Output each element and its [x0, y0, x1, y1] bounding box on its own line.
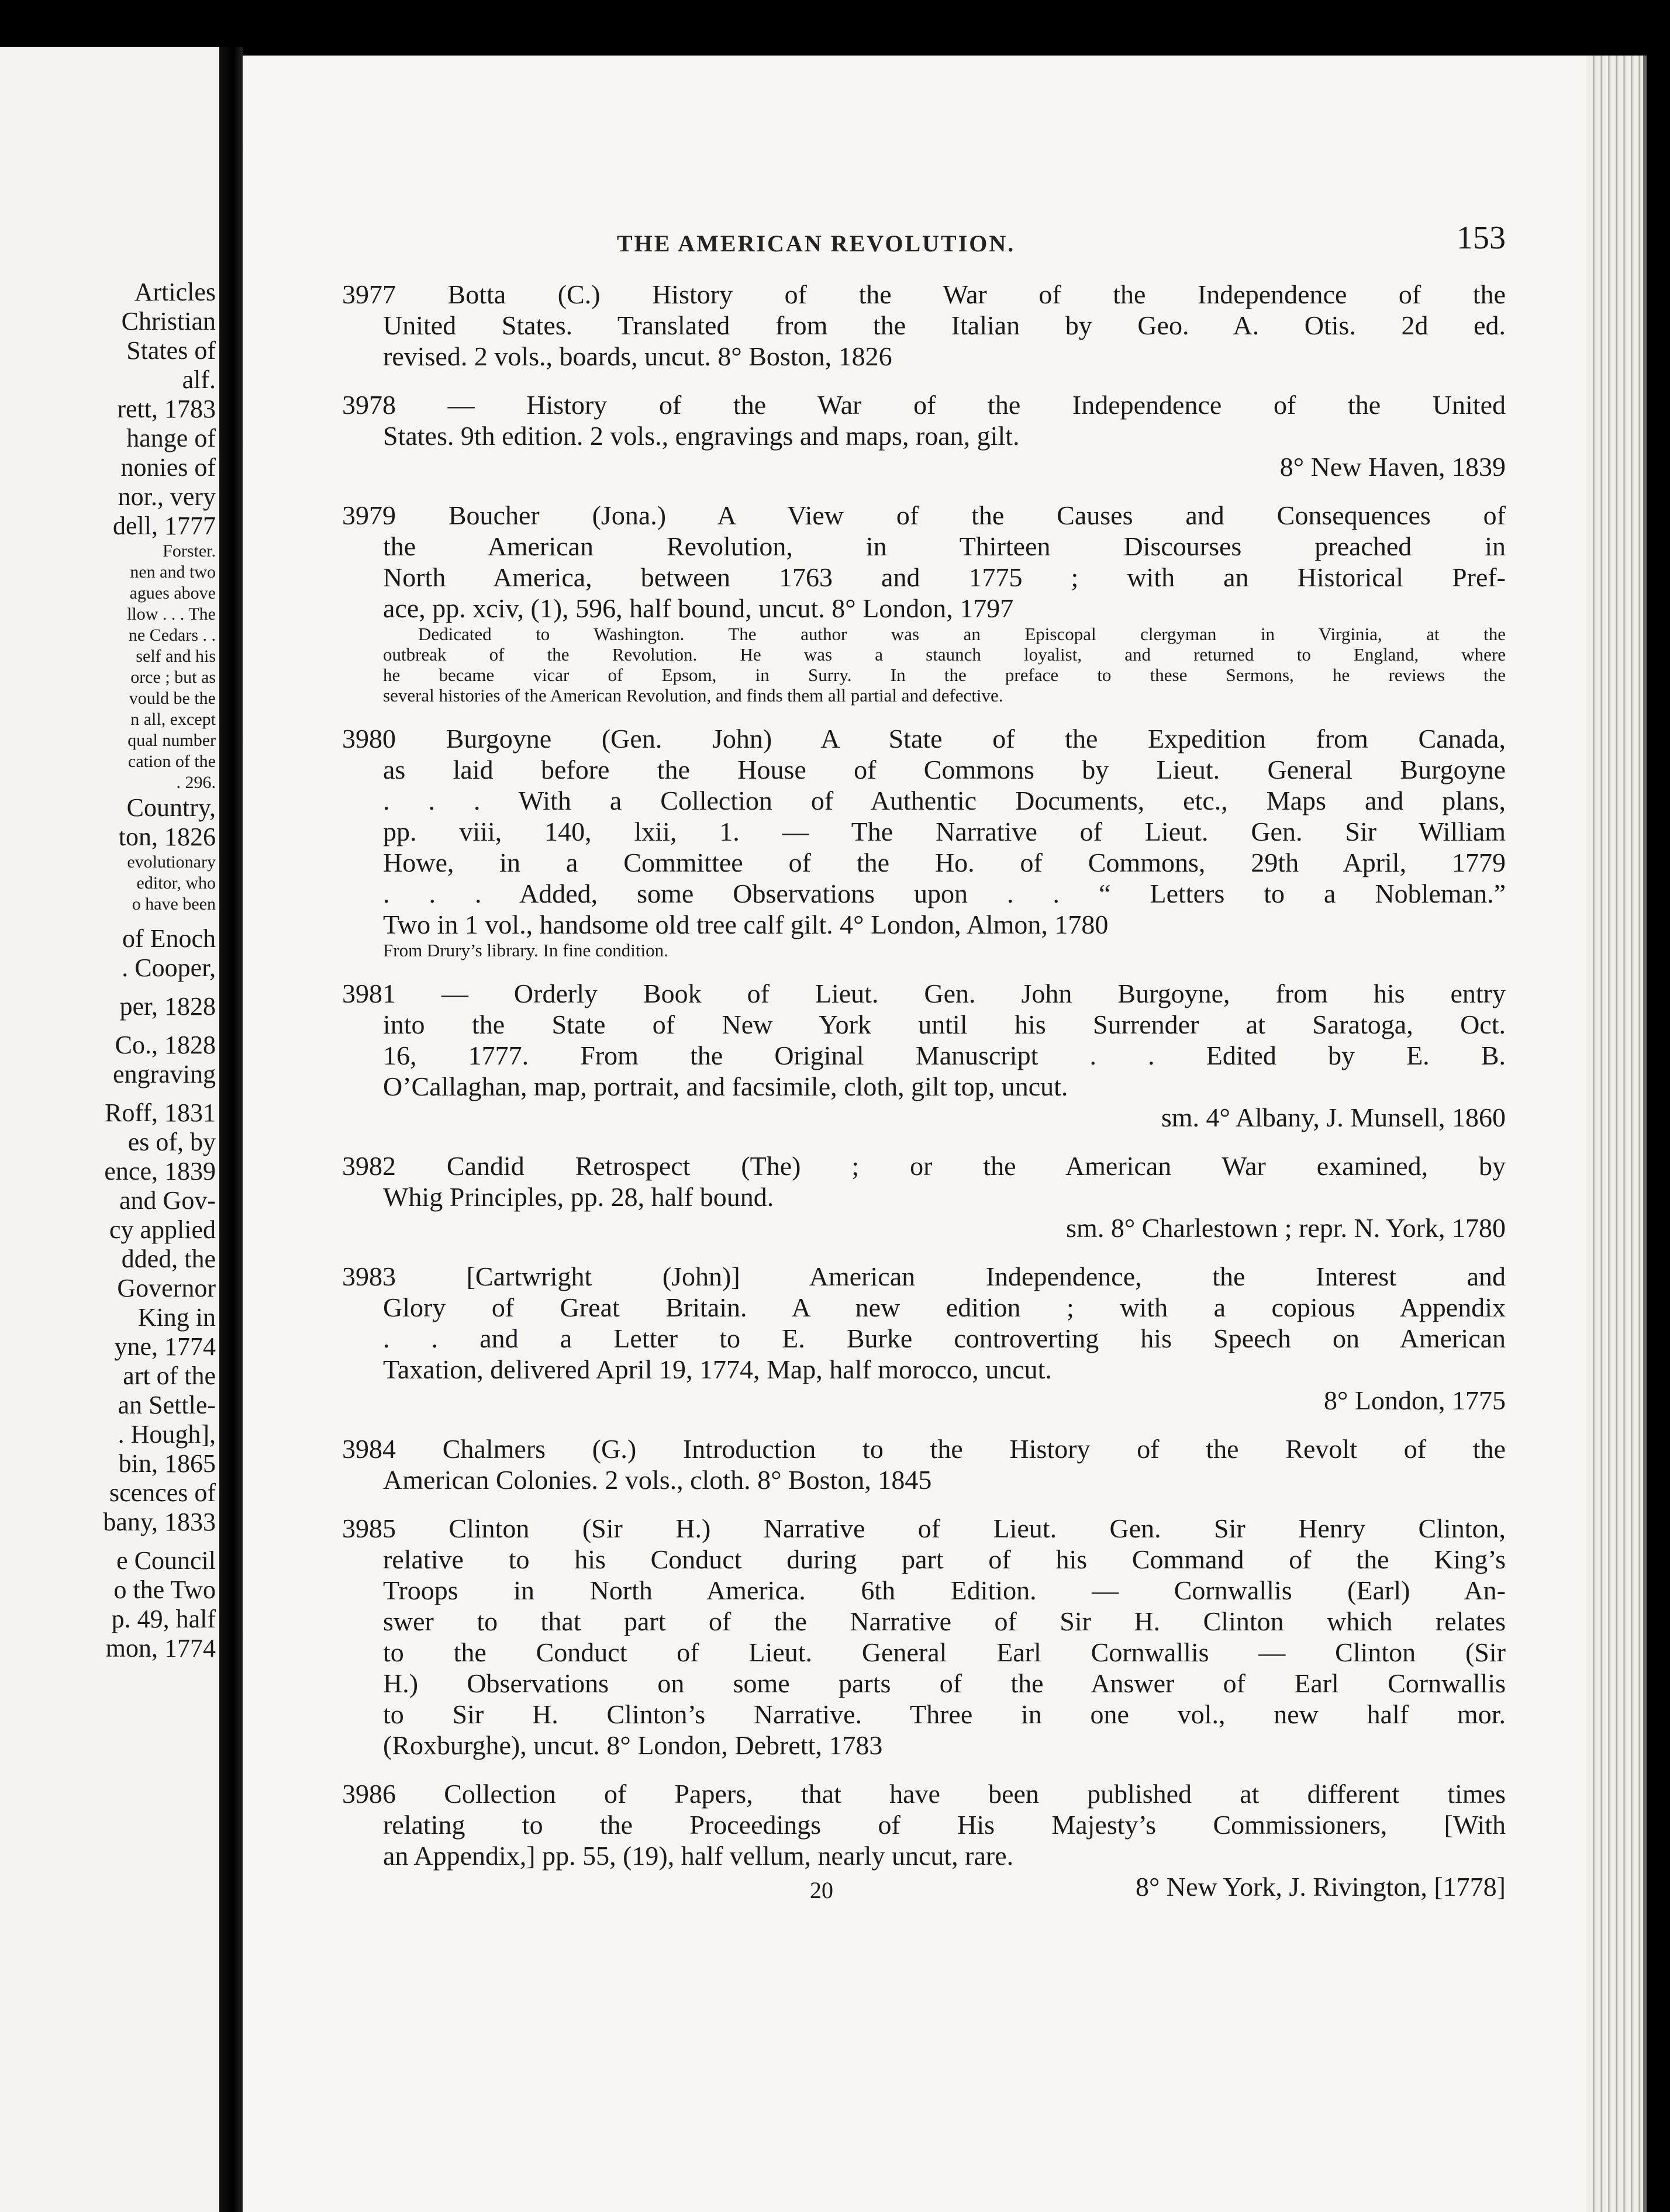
- running-head: [342, 219, 1506, 272]
- entry-line: to the Conduct of Lieut. General Earl Cornwallis — Clinton (Sir: [383, 1637, 1506, 1667]
- left-page-line: ne Cedars . .: [128, 625, 216, 645]
- entry-line: 3983 [Cartwright (John)] American Independence, the Interest and: [342, 1261, 1506, 1291]
- left-page-line: Governor: [117, 1274, 216, 1302]
- left-page-line: Forster.: [163, 541, 216, 561]
- entry-line: 3986 Collection of Papers, that have been published at different times: [342, 1779, 1506, 1809]
- left-page-line: and Gov-: [119, 1186, 216, 1215]
- catalogue-entry: [342, 389, 1506, 482]
- left-page-line: bin, 1865: [118, 1449, 216, 1478]
- entry-line: 3980 Burgoyne (Gen. John) A State of the Expedition from Canada,: [342, 724, 1506, 754]
- left-page-line: agues above: [129, 583, 216, 603]
- catalogue-entries: [342, 279, 1506, 1902]
- entry-note-line: he became vicar of Epsom, in Surry. In the preface to these Sermons, he reviews the: [383, 665, 1506, 685]
- entry-line: 3985 Clinton (Sir H.) Narrative of Lieut. Gen. Sir Henry Clinton,: [342, 1513, 1506, 1543]
- left-page-line: n all, except: [130, 710, 216, 729]
- entry-line: 3984 Chalmers (G.) Introduction to the History of the Revolt of the: [342, 1434, 1506, 1464]
- left-page-line: qual number: [127, 731, 216, 750]
- entry-note-line: several histories of the American Revolution, and finds them all partial and defective.: [383, 685, 1003, 706]
- catalogue-entry: [342, 1778, 1506, 1902]
- left-page-line: self and his: [136, 647, 216, 666]
- left-page-line: e Council: [116, 1546, 216, 1575]
- entry-line: . . . With a Collection of Authentic Documents, etc., Maps and plans,: [383, 786, 1506, 815]
- entry-line: North America, between 1763 and 1775 ; with an Historical Pref-: [383, 562, 1506, 592]
- left-page-line: evolutionary: [127, 852, 216, 872]
- left-page-line: hange of: [126, 424, 216, 452]
- book-gutter: [219, 47, 243, 2212]
- catalogue-entry: [342, 500, 1506, 706]
- left-page-line: nor., very: [118, 482, 216, 511]
- left-page-line: yne, 1774: [114, 1332, 216, 1361]
- left-page-line: . 296.: [176, 773, 216, 792]
- left-page-text-column: [103, 278, 216, 1663]
- left-page-line: of Enoch: [122, 924, 216, 953]
- entry-line: H.) Observations on some parts of the Answer of Earl Cornwallis: [383, 1668, 1506, 1698]
- entry-note-line: Dedicated to Washington. The author was an Episcopal clergyman in Virginia, at the: [418, 624, 1506, 644]
- catalogue-entry: [342, 1261, 1506, 1416]
- entry-line: . . . Added, some Observations upon . . “ Letters to a Nobleman.”: [383, 879, 1506, 908]
- entry-line: . . and a Letter to E. Burke controverting his Speech on American: [383, 1323, 1506, 1353]
- catalogue-entry: [342, 978, 1506, 1133]
- entry-line: as laid before the House of Commons by Lieut. General Burgoyne: [383, 755, 1506, 784]
- catalogue-entry: [342, 1150, 1506, 1243]
- left-page-line: King in: [137, 1303, 216, 1332]
- entry-line: 3981 — Orderly Book of Lieut. Gen. John Burgoyne, from his entry: [342, 979, 1506, 1008]
- page-content: [342, 219, 1506, 1920]
- left-page-line: orce ; but as: [130, 668, 216, 687]
- entry-line: ace, pp. xciv, (1), 596, half bound, uncut. 8° London, 1797: [383, 593, 1014, 623]
- entry-line: the American Revolution, in Thirteen Discourses preached in: [383, 531, 1506, 561]
- entry-line: pp. viii, 140, lxii, 1. — The Narrative of Lieut. Gen. Sir William: [383, 817, 1506, 846]
- left-page-line: alf.: [182, 365, 216, 394]
- entry-line: United States. Translated from the Italian by Geo. A. Otis. 2d ed.: [383, 310, 1506, 340]
- entry-line: Taxation, delivered April 19, 1774, Map, half morocco, uncut.: [383, 1354, 1052, 1384]
- left-page-line: o the Two: [113, 1575, 216, 1604]
- left-page-line: Roff, 1831: [105, 1098, 216, 1127]
- running-title: THE AMERICAN REVOLUTION.: [617, 230, 1016, 257]
- left-page-line: engraving: [113, 1060, 216, 1088]
- entry-line: American Colonies. 2 vols., cloth. 8° Boston, 1845: [383, 1465, 932, 1495]
- entry-line: 8° New Haven, 1839: [1279, 452, 1506, 482]
- entry-line: revised. 2 vols., boards, uncut. 8° Boston, 1826: [383, 341, 892, 371]
- entry-line: States. 9th edition. 2 vols., engravings and maps, roan, gilt.: [383, 421, 1020, 451]
- left-page-line: Co., 1828: [115, 1031, 216, 1059]
- entry-note-line: outbreak of the Revolution. He was a staunch loyalist, and returned to England, where: [383, 644, 1506, 665]
- entry-line: Whig Principles, pp. 28, half bound.: [383, 1182, 774, 1212]
- left-page-line: bany, 1833: [103, 1508, 216, 1536]
- catalogue-entry: [342, 723, 1506, 960]
- left-page-line: nonies of: [120, 453, 216, 482]
- entry-line: an Appendix,] pp. 55, (19), half vellum, nearly uncut, rare.: [383, 1841, 1014, 1871]
- entry-line: to Sir H. Clinton’s Narrative. Three in one vol., new half mor.: [383, 1699, 1506, 1729]
- entry-line: 16, 1777. From the Original Manuscript . . Edited by E. B.: [383, 1041, 1506, 1070]
- catalogue-page: [243, 56, 1588, 2212]
- left-page-line: p. 49, half: [111, 1605, 216, 1633]
- left-page-line: dded, the: [121, 1245, 216, 1273]
- left-page-line: Articles: [134, 278, 216, 306]
- left-page-line: o have been: [132, 894, 216, 914]
- entry-line: swer to that part of the Narrative of Sir H. Clinton which relates: [383, 1606, 1506, 1636]
- entry-line: O’Callaghan, map, portrait, and facsimile, cloth, gilt top, uncut.: [383, 1072, 1068, 1101]
- left-page-line: an Settle-: [118, 1391, 216, 1419]
- left-page-line: Christian: [121, 307, 216, 336]
- left-page-line: per, 1828: [119, 992, 216, 1021]
- left-page-line: vould be the: [129, 689, 216, 708]
- left-page-line: ton, 1826: [118, 822, 216, 851]
- entry-line: sm. 4° Albany, J. Munsell, 1860: [1161, 1102, 1506, 1132]
- left-page-line: art of the: [123, 1361, 216, 1390]
- signature-mark: 20: [810, 1877, 833, 1903]
- entry-line: Howe, in a Committee of the Ho. of Commons, 29th April, 1779: [383, 848, 1506, 877]
- catalogue-entry: [342, 1433, 1506, 1495]
- entry-line: relating to the Proceedings of His Majesty’s Commissioners, [With: [383, 1810, 1506, 1840]
- left-page-line: llow . . . The: [127, 604, 216, 624]
- entry-line: 8° London, 1775: [1324, 1385, 1506, 1415]
- left-facing-page: [0, 47, 219, 2212]
- entry-line: Glory of Great Britain. A new edition ; with a copious Appendix: [383, 1292, 1506, 1322]
- left-page-line: dell, 1777: [113, 511, 216, 540]
- entry-line: 3978 — History of the War of the Independence of the United: [342, 390, 1506, 420]
- entry-line: 3979 Boucher (Jona.) A View of the Causes and Consequences of: [342, 500, 1506, 530]
- left-page-line: Country,: [126, 793, 216, 822]
- entry-line: (Roxburghe), uncut. 8° London, Debrett, 1783: [383, 1730, 883, 1760]
- left-page-line: scences of: [109, 1478, 216, 1507]
- left-page-line: . Cooper,: [122, 953, 216, 982]
- left-page-line: States of: [126, 336, 216, 365]
- left-page-line: es of, by: [127, 1128, 216, 1156]
- left-page-line: ence, 1839: [104, 1157, 216, 1186]
- entry-line: Two in 1 vol., handsome old tree calf gilt. 4° London, Almon, 1780: [383, 910, 1109, 939]
- entry-line: 8° New York, J. Rivington, [1778]: [1135, 1872, 1506, 1902]
- left-page-line: nen and two: [130, 562, 216, 582]
- entry-line: into the State of New York until his Surrender at Saratoga, Oct.: [383, 1010, 1506, 1039]
- entry-line: 3977 Botta (C.) History of the War of the Independence of the: [342, 279, 1506, 309]
- left-page-line: cation of the: [128, 752, 216, 771]
- catalogue-entry: [342, 1513, 1506, 1761]
- entry-line: relative to his Conduct during part of his Command of the King’s: [383, 1544, 1506, 1574]
- catalogue-entry: [342, 279, 1506, 372]
- entry-line: Troops in North America. 6th Edition. — Cornwallis (Earl) An-: [383, 1575, 1506, 1605]
- left-page-line: mon, 1774: [105, 1634, 216, 1663]
- left-page-line: . Hough],: [118, 1420, 216, 1449]
- entry-note-line: From Drury’s library. In fine condition.: [383, 940, 668, 960]
- page-number: 153: [1457, 220, 1506, 256]
- entry-line: sm. 8° Charlestown ; repr. N. York, 1780: [1066, 1213, 1506, 1243]
- left-page-line: cy applied: [109, 1215, 216, 1244]
- left-page-line: rett, 1783: [117, 395, 216, 423]
- left-page-line: editor, who: [136, 873, 216, 893]
- entry-line: 3982 Candid Retrospect (The) ; or the American War examined, by: [342, 1151, 1506, 1181]
